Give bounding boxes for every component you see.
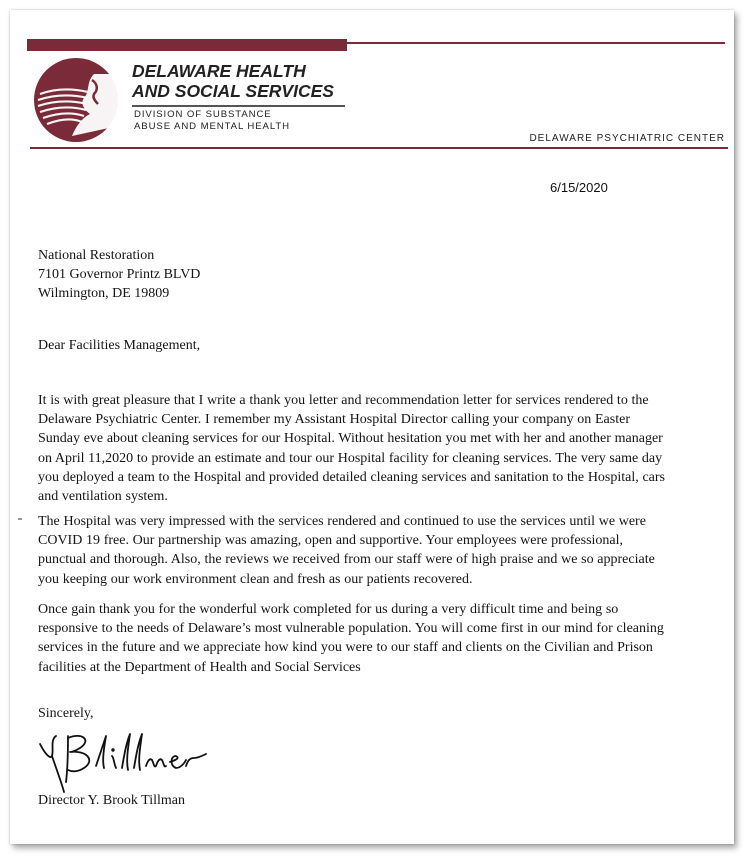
paragraph-line: Once gain thank you for the wonderful work completed for us during a very difficult time and being so [38, 602, 619, 617]
letterhead-top-rule [347, 42, 725, 44]
letter-date: 6/15/2020 [550, 180, 608, 195]
paragraph-line: responsive to the needs of Delaware’s most vulnerable population. You will come first in our mind for cleaning [38, 621, 664, 637]
recipient-street: 7101 Governor Printz BLVD [38, 267, 201, 282]
center-name: DELAWARE PSYCHIATRIC CENTER [529, 133, 725, 144]
division-line1: DIVISION OF SUBSTANCE [134, 109, 272, 120]
signer-name: Director Y. Brook Tillman [38, 793, 186, 808]
paragraph-line: services in the future and we appreciate how kind you were to our staff and clients on the Civilian and Prison [38, 640, 653, 656]
letterhead-top-bar [27, 39, 347, 51]
paragraph-line: Delaware Psychiatric Center. I remember my Assistant Hospital Director calling your company on Easter [38, 412, 630, 428]
letter-page [10, 10, 734, 844]
paragraph-line: COVID 19 free. Our partnership was amazing, open and supportive. Your employees were professional, [38, 533, 624, 549]
org-divider [132, 105, 345, 107]
paragraph-line: and ventilation system. [38, 489, 168, 505]
paragraph-line: on April 11,2020 to provide an estimate and tour our Hospital facility for cleaning services. The very same day [38, 450, 663, 466]
dhss-logo-icon [32, 56, 120, 144]
paragraph-2 [38, 512, 728, 589]
paragraph-line: Sunday eve about cleaning services for our Hospital. Without hesitation you met with her and another manager [38, 431, 663, 447]
org-name-line1: DELAWARE HEALTH [132, 61, 306, 81]
paragraph-line: you keeping our work environment clean and fresh as our patients recovered. [38, 571, 473, 587]
division-name [134, 109, 354, 133]
recipient-city: Wilmington, DE 19809 [38, 286, 170, 301]
recipient-address [38, 246, 200, 303]
salutation: Dear Facilities Management, [38, 338, 201, 353]
handwritten-signature [34, 726, 234, 794]
division-line2: ABUSE AND MENTAL HEALTH [134, 121, 290, 132]
org-name-line2: AND SOCIAL SERVICES [132, 81, 334, 101]
scan-speck [18, 518, 22, 520]
letterhead-bottom-rule [30, 147, 728, 149]
paragraph-line: facilities at the Department of Health and Social Services [38, 659, 361, 675]
paragraph-1 [38, 391, 728, 506]
organization-name [132, 61, 392, 101]
paragraph-line: The Hospital was very impressed with the services rendered and continued to use the services until we were [38, 514, 646, 529]
closing: Sincerely, [38, 706, 94, 721]
recipient-name: National Restoration [38, 248, 155, 263]
paragraph-line: It is with great pleasure that I write a thank you letter and recommendation letter for services rendered to the [38, 393, 649, 408]
paragraph-3 [38, 600, 728, 677]
paragraph-line: you deployed a team to the Hospital and provided detailed cleaning services and sanitation to the Hospital, cars [38, 469, 665, 485]
paragraph-line: punctual and thorough. Also, the reviews we received from our staff were of high praise and we so appreciate [38, 552, 655, 568]
